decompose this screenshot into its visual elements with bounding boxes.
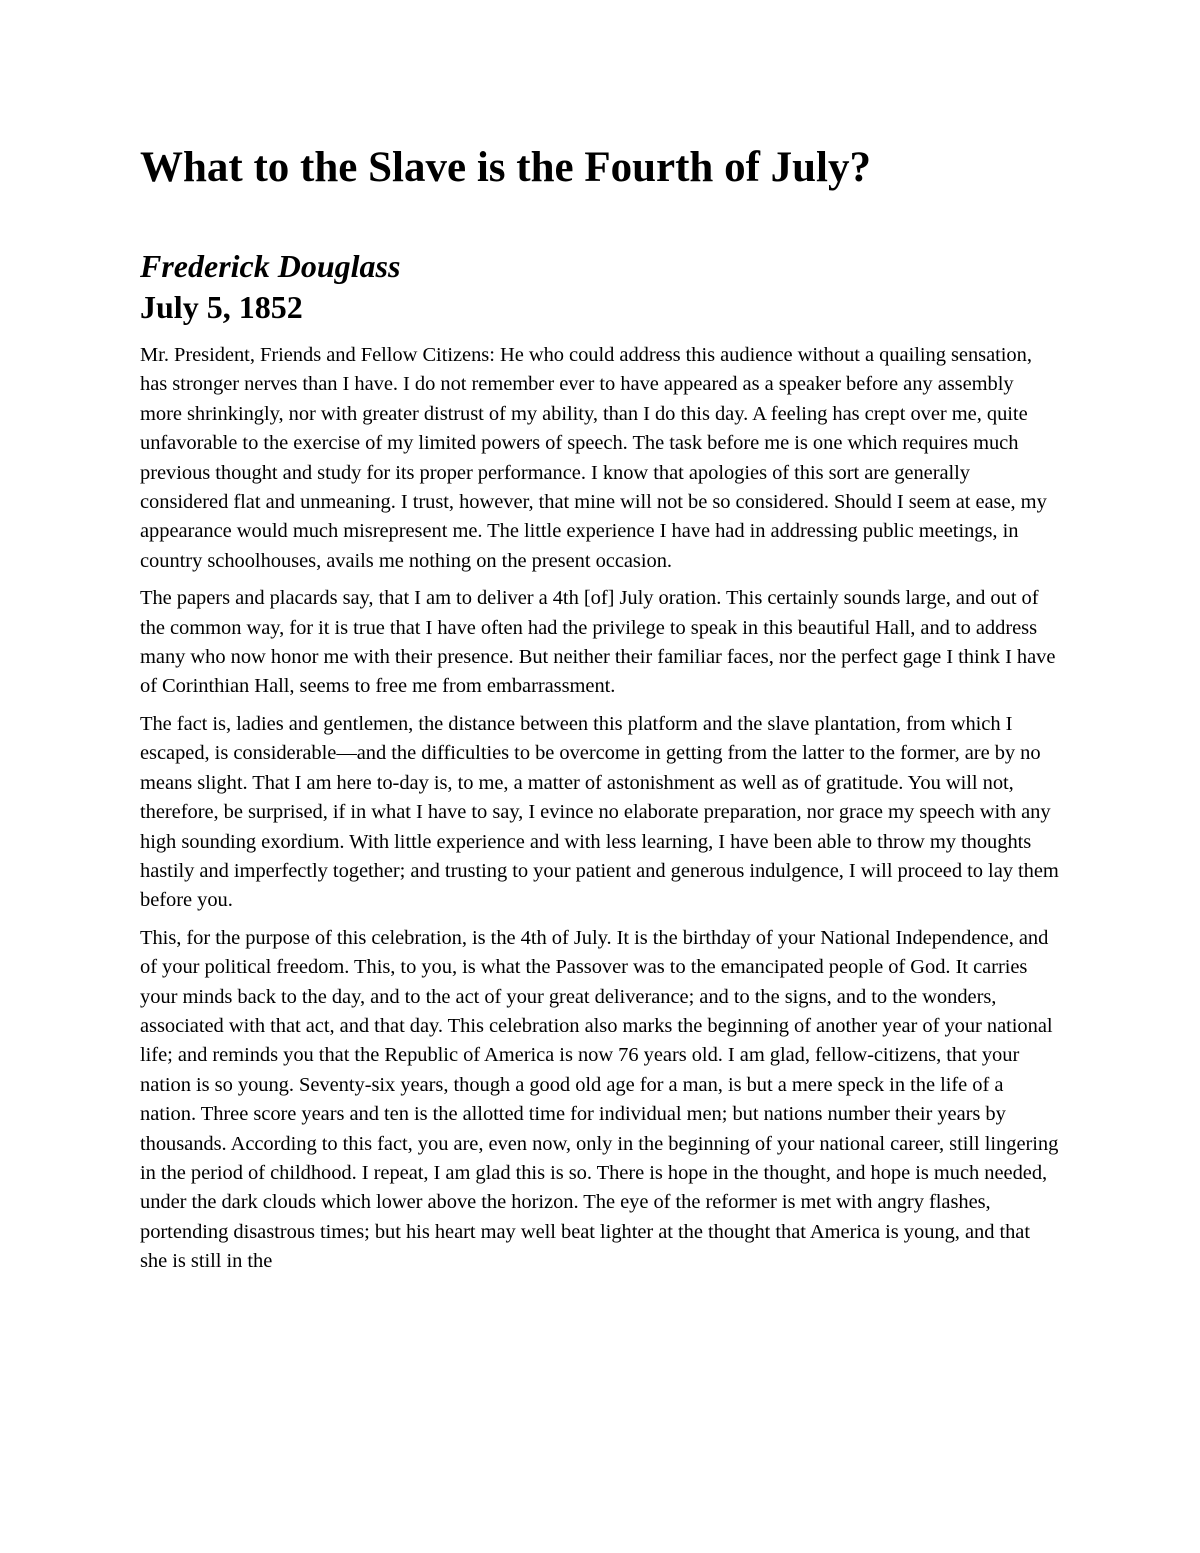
author-name: Frederick Douglass xyxy=(140,248,401,284)
document-body xyxy=(140,341,1060,1277)
paragraph: This, for the purpose of this celebration, is the 4th of July. It is the birthday of your National Independence, and of your political freedom. This, to you, is what the Passover was to the emancipated people of God. It carries your minds back to the day, and to the act of your great deliverance; and to the signs, and to the wonders, associated with that act, and that day. This celebration also marks the beginning of another year of your national life; and reminds you that the Republic of America is now 76 years old. I am glad, fellow-citizens, that your nation is so young. Seventy-six years, though a good old age for a man, is but a mere speck in the life of a nation. Three score years and ten is the allotted time for individual men; but nations number their years by thousands. According to this fact, you are, even now, only in the beginning of your national career, still lingering in the period of childhood. I repeat, I am glad this is so. There is hope in the thought, and hope is much needed, under the dark clouds which lower above the horizon. The eye of the reformer is met with angry flashes, portending disastrous times; but his heart may well beat lighter at the thought that America is young, and that she is still in the xyxy=(140,926,1059,1273)
paragraph: The papers and placards say, that I am to deliver a 4th [of] July oration. This certainly sounds large, and out of the common way, for it is true that I have often had the privilege to speak in this beautiful Hall, and to address many who now honor me with their presence. But neither their familiar faces, nor the perfect gage I think I have of Corinthian Hall, seems to free me from embarrassment. xyxy=(140,587,1056,698)
paragraph: The fact is, ladies and gentlemen, the distance between this platform and the slave plantation, from which I escaped, is considerable—and the difficulties to be overcome in getting from the latter to the former, are by no means slight. That I am here to-day is, to me, a matter of astonishment as well as of gratitude. You will not, therefore, be surprised, if in what I have to say, I evince no elaborate preparation, nor grace my speech with any high sounding exordium. With little experience and with less learning, I have been able to throw my thoughts hastily and imperfectly together; and trusting to your patient and generous indulgence, I will proceed to lay them before you. xyxy=(140,712,1059,912)
speech-date: July 5, 1852 xyxy=(140,289,303,325)
paragraph: Mr. President, Friends and Fellow Citizens: He who could address this audience without a quailing sensation, has stronger nerves than I have. I do not remember ever to have appeared as a speaker before any assembly more shrinkingly, nor with greater distrust of my ability, than I do this day. A feeling has crept over me, quite unfavorable to the exercise of my limited powers of speech. The task before me is one which requires much previous thought and study for its proper performance. I know that apologies of this sort are generally considered flat and unmeaning. I trust, however, that mine will not be so considered. Should I seem at ease, my appearance would much misrepresent me. The little experience I have had in addressing public meetings, in country schoolhouses, avails me nothing on the present occasion. xyxy=(140,344,1047,572)
document-page xyxy=(140,140,1060,1285)
document-title: What to the Slave is the Fourth of July? xyxy=(140,144,871,191)
